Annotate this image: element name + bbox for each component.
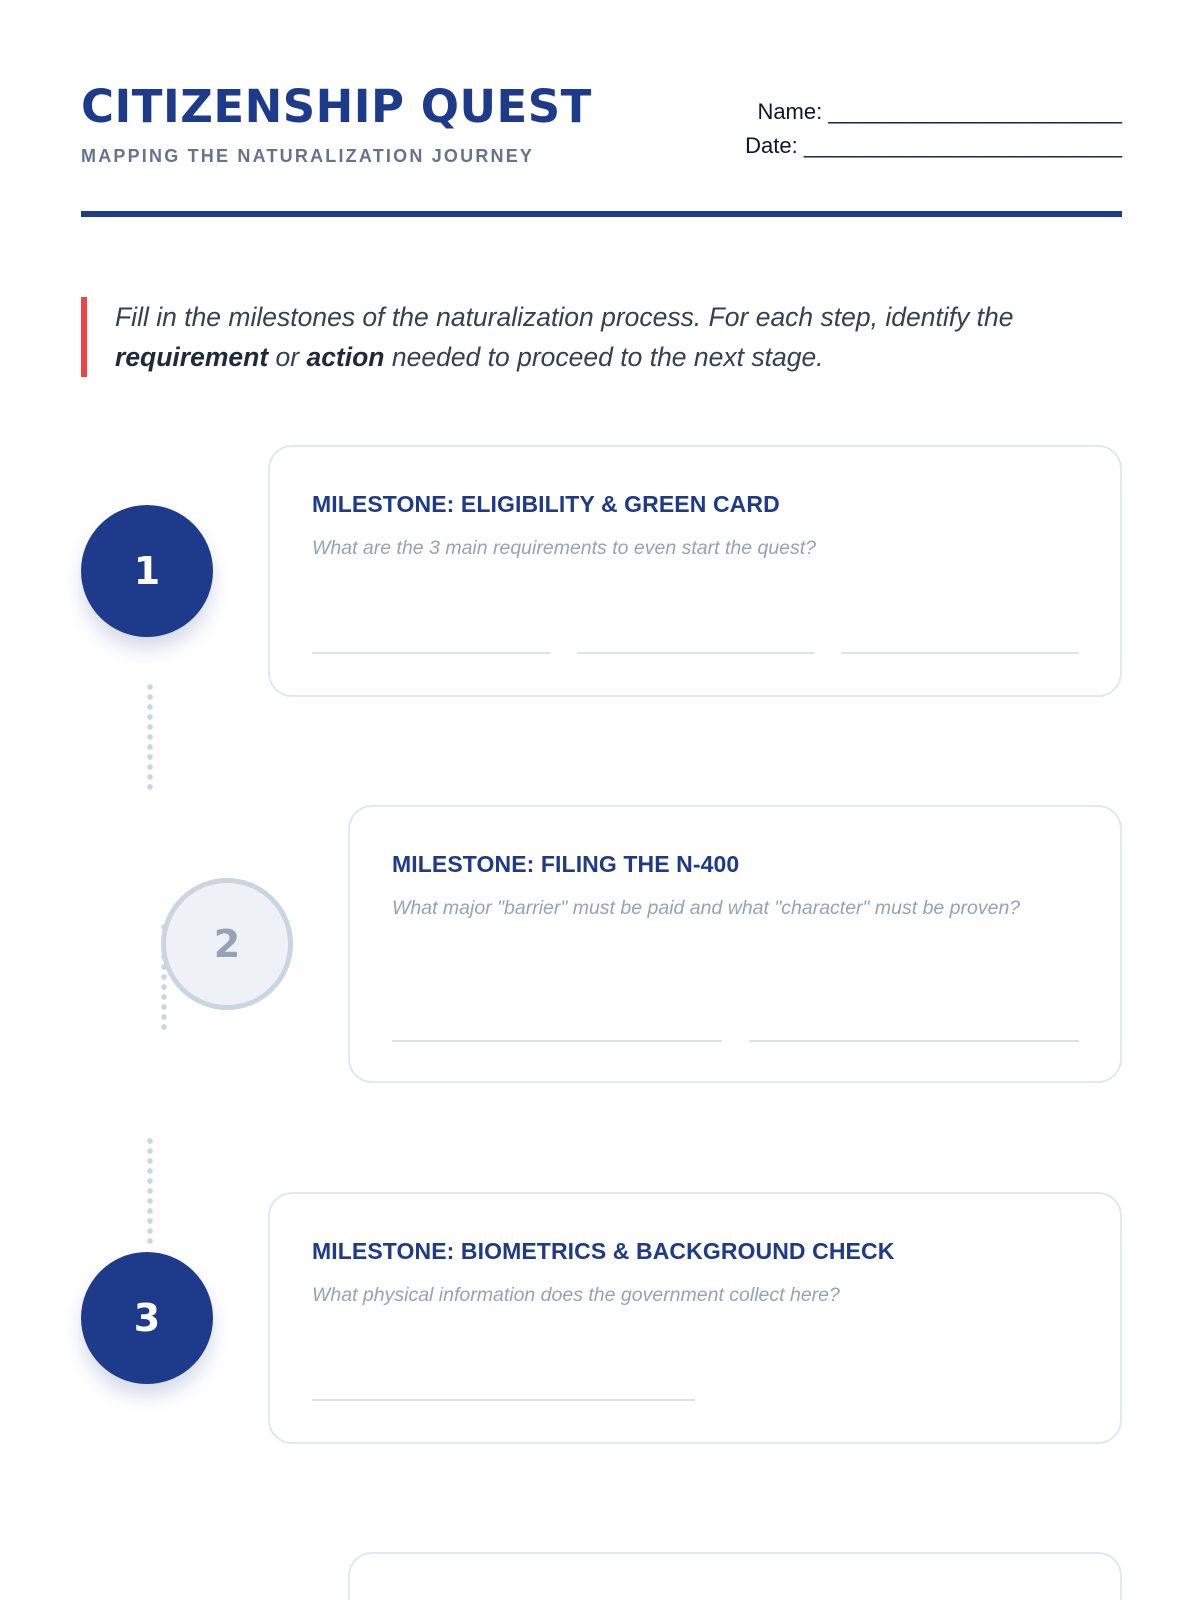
timeline-connector-3 — [147, 1136, 153, 1246]
milestone-3-card — [268, 1192, 1122, 1444]
timeline-connector-1 — [147, 682, 153, 792]
instructions-text-1: Fill in the milestones of the naturalization process. For each step, identify the — [115, 302, 1014, 332]
milestone-1-number-badge: 1 — [81, 505, 213, 637]
milestone-2-answer-blank-2[interactable] — [749, 1040, 1079, 1042]
milestone-3-number-badge: 3 — [81, 1252, 213, 1384]
milestone-3-answer-blank-1[interactable] — [312, 1399, 695, 1401]
milestone-1-card — [268, 445, 1122, 697]
milestone-2-title: MILESTONE: FILING THE N-400 — [392, 851, 740, 877]
header-divider — [81, 211, 1122, 217]
worksheet-subtitle: MAPPING THE NATURALIZATION JOURNEY — [81, 146, 535, 166]
milestone-3-question: What physical information does the government collect here? — [312, 1284, 840, 1306]
milestone-1-title: MILESTONE: ELIGIBILITY & GREEN CARD — [312, 491, 780, 517]
milestone-4-card — [348, 1552, 1122, 1600]
milestone-1-question: What are the 3 main requirements to even start the quest? — [312, 537, 817, 559]
milestone-1-answer-blank-2[interactable] — [577, 652, 814, 654]
instructions-text-3: needed to proceed to the next stage. — [384, 342, 824, 372]
milestone-2-question: What major "barrier" must be paid and what "character" must be proven? — [392, 897, 1021, 919]
student-info — [745, 95, 1122, 163]
milestone-1-answer-blank-1[interactable] — [312, 652, 550, 654]
milestone-3-title: MILESTONE: BIOMETRICS & BACKGROUND CHECK — [312, 1238, 895, 1264]
worksheet-title: CITIZENSHIP QUEST — [81, 80, 592, 133]
instructions-callout — [81, 297, 1122, 377]
name-field[interactable]: Name: ________________________ — [757, 99, 1122, 124]
instructions-keyword-action: action — [306, 342, 385, 372]
date-field[interactable]: Date: __________________________ — [745, 133, 1122, 158]
milestone-2-card — [348, 805, 1122, 1083]
instructions-keyword-requirement: requirement — [115, 342, 269, 372]
instructions-text-2: or — [268, 342, 307, 372]
milestone-2-answer-blank-1[interactable] — [392, 1040, 722, 1042]
milestone-2-number-badge: 2 — [161, 878, 293, 1010]
milestone-1-answer-blank-3[interactable] — [841, 652, 1079, 654]
